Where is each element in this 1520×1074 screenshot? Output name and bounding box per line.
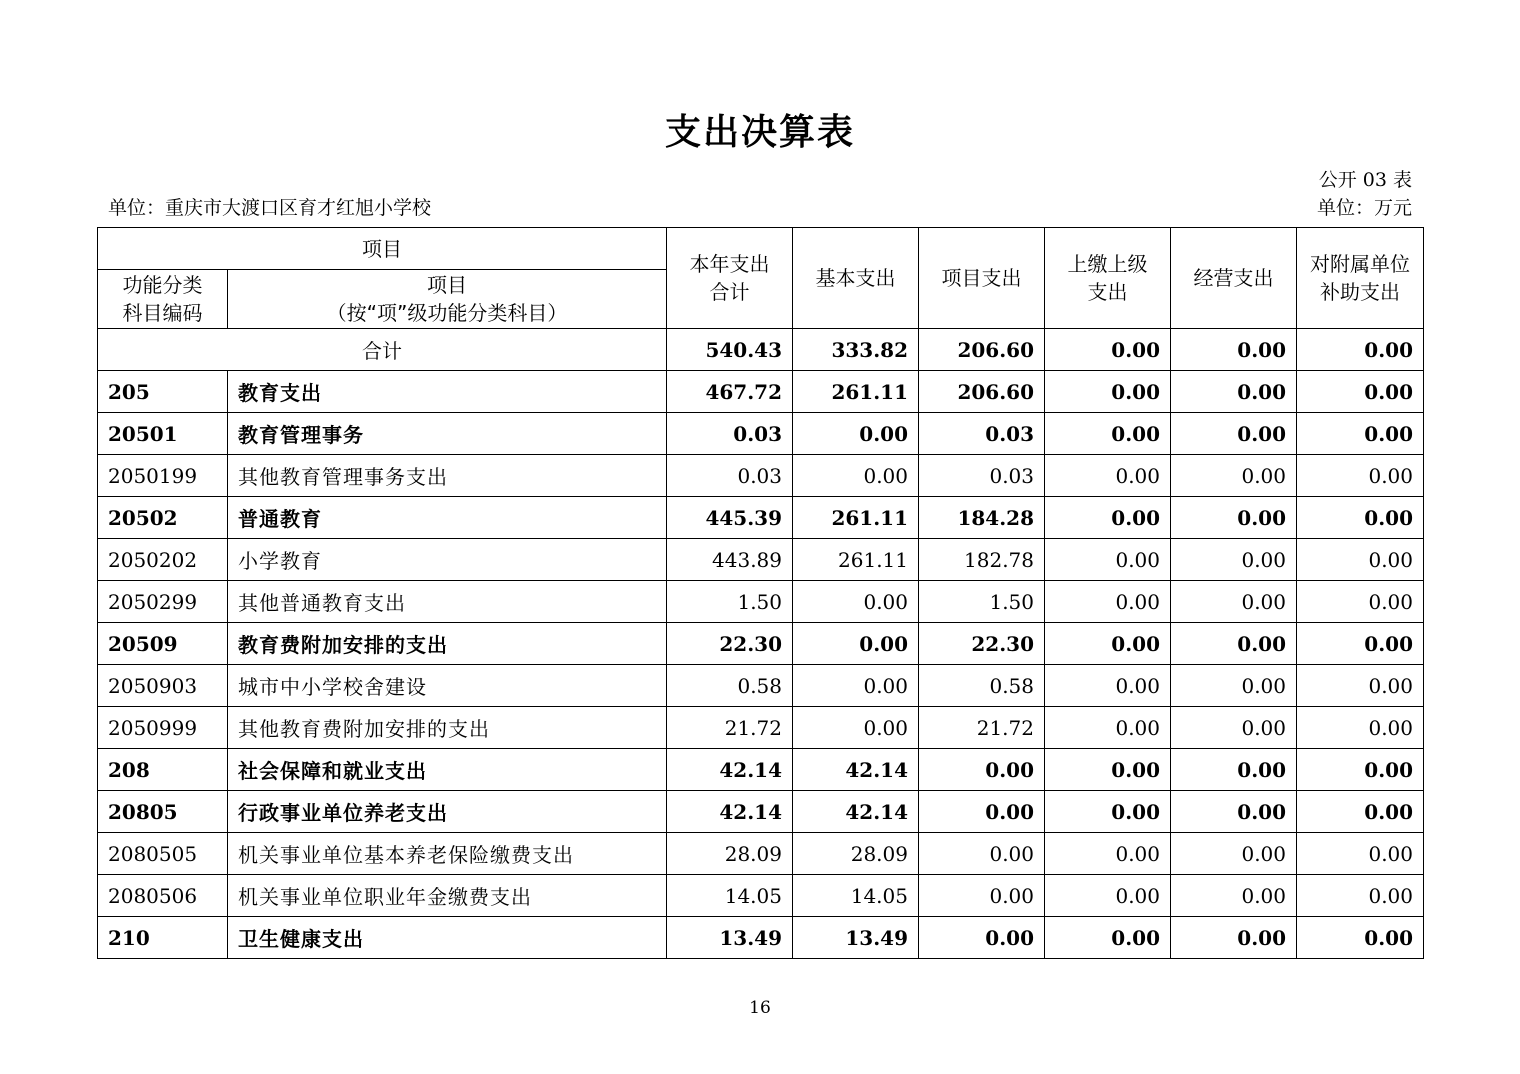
row-value: 0.00 <box>793 707 919 749</box>
header-sub <box>1297 228 1424 329</box>
row-name: 机关事业单位基本养老保险缴费支出 <box>228 833 667 875</box>
header-name <box>228 270 667 329</box>
row-code: 20502 <box>98 497 228 539</box>
table-row <box>98 497 1424 539</box>
row-value: 1.50 <box>919 581 1045 623</box>
row-value: 42.14 <box>793 791 919 833</box>
row-value: 0.00 <box>1045 791 1171 833</box>
table-row <box>98 665 1424 707</box>
row-value: 0.00 <box>1297 413 1424 455</box>
row-value: 0.00 <box>1171 833 1297 875</box>
row-name: 其他普通教育支出 <box>228 581 667 623</box>
total-value: 0.00 <box>1171 329 1297 371</box>
table-row <box>98 749 1424 791</box>
header-code <box>98 270 228 329</box>
total-row <box>98 329 1424 371</box>
row-code: 2050299 <box>98 581 228 623</box>
row-value: 0.00 <box>1045 581 1171 623</box>
row-name: 城市中小学校舍建设 <box>228 665 667 707</box>
header-name-line2: （按“项”级功能分类科目） <box>326 301 568 325</box>
row-value: 21.72 <box>919 707 1045 749</box>
row-value: 0.00 <box>1045 875 1171 917</box>
row-value: 0.00 <box>1045 665 1171 707</box>
row-value: 206.60 <box>919 371 1045 413</box>
row-value: 0.00 <box>1171 665 1297 707</box>
row-value: 42.14 <box>667 749 793 791</box>
row-value: 0.00 <box>1297 707 1424 749</box>
row-code: 2080506 <box>98 875 228 917</box>
table-row <box>98 455 1424 497</box>
row-value: 0.03 <box>667 455 793 497</box>
row-value: 261.11 <box>793 371 919 413</box>
row-name: 卫生健康支出 <box>228 917 667 959</box>
row-value: 0.00 <box>1297 623 1424 665</box>
row-value: 0.00 <box>919 833 1045 875</box>
row-value: 22.30 <box>919 623 1045 665</box>
row-name: 小学教育 <box>228 539 667 581</box>
row-value: 21.72 <box>667 707 793 749</box>
row-name: 其他教育费附加安排的支出 <box>228 707 667 749</box>
header-code-line2: 科目编码 <box>122 301 203 325</box>
row-value: 0.00 <box>793 413 919 455</box>
header-biz: 经营支出 <box>1171 228 1297 329</box>
row-value: 0.00 <box>1297 917 1424 959</box>
table-row <box>98 917 1424 959</box>
row-value: 28.09 <box>793 833 919 875</box>
row-value: 0.03 <box>667 413 793 455</box>
row-value: 0.00 <box>1297 497 1424 539</box>
row-value: 0.00 <box>1045 371 1171 413</box>
row-value: 0.00 <box>1297 539 1424 581</box>
row-value: 0.00 <box>1297 791 1424 833</box>
table-row <box>98 413 1424 455</box>
row-value: 0.00 <box>1171 455 1297 497</box>
row-value: 0.00 <box>1297 665 1424 707</box>
row-value: 0.58 <box>667 665 793 707</box>
currency-unit: 单位：万元 <box>1316 197 1412 219</box>
row-value: 0.00 <box>1171 371 1297 413</box>
row-value: 0.00 <box>1171 875 1297 917</box>
row-value: 0.00 <box>1297 581 1424 623</box>
row-value: 0.00 <box>1171 917 1297 959</box>
header-basic: 基本支出 <box>793 228 919 329</box>
header-total <box>667 228 793 329</box>
page-title: 支出决算表 <box>664 112 855 153</box>
row-value: 0.00 <box>1045 455 1171 497</box>
header-sub-line2: 补助支出 <box>1320 280 1400 304</box>
row-value: 28.09 <box>667 833 793 875</box>
row-name: 社会保障和就业支出 <box>228 749 667 791</box>
table-row <box>98 707 1424 749</box>
row-value: 182.78 <box>919 539 1045 581</box>
total-value: 540.43 <box>667 329 793 371</box>
row-value: 0.00 <box>793 665 919 707</box>
row-value: 0.00 <box>793 623 919 665</box>
row-value: 0.00 <box>1045 833 1171 875</box>
row-value: 0.00 <box>1297 371 1424 413</box>
row-name: 教育支出 <box>228 371 667 413</box>
row-value: 0.00 <box>1297 749 1424 791</box>
row-code: 2050202 <box>98 539 228 581</box>
table-row <box>98 875 1424 917</box>
header-upper-line1: 上缴上级 <box>1067 252 1148 276</box>
row-code: 20509 <box>98 623 228 665</box>
row-value: 0.00 <box>1045 497 1171 539</box>
row-value: 0.00 <box>1171 497 1297 539</box>
row-value: 0.03 <box>919 413 1045 455</box>
header-project: 项目 <box>98 228 667 270</box>
row-code: 2080505 <box>98 833 228 875</box>
row-value: 14.05 <box>667 875 793 917</box>
form-number: 公开 03 表 <box>1318 169 1412 191</box>
row-code: 2050903 <box>98 665 228 707</box>
table-row <box>98 539 1424 581</box>
row-code: 20501 <box>98 413 228 455</box>
total-value: 333.82 <box>793 329 919 371</box>
row-name: 其他教育管理事务支出 <box>228 455 667 497</box>
row-value: 0.00 <box>1171 581 1297 623</box>
row-value: 0.00 <box>1045 539 1171 581</box>
row-value: 0.00 <box>1045 749 1171 791</box>
total-value: 0.00 <box>1297 329 1424 371</box>
header-sub-line1: 对附属单位 <box>1310 252 1410 276</box>
row-value: 0.00 <box>919 749 1045 791</box>
row-value: 0.58 <box>919 665 1045 707</box>
row-value: 42.14 <box>667 791 793 833</box>
row-value: 443.89 <box>667 539 793 581</box>
row-value: 0.00 <box>1171 413 1297 455</box>
row-value: 0.00 <box>1045 707 1171 749</box>
row-value: 0.00 <box>1045 413 1171 455</box>
row-value: 0.00 <box>1297 455 1424 497</box>
row-value: 13.49 <box>667 917 793 959</box>
row-value: 1.50 <box>667 581 793 623</box>
total-label: 合计 <box>98 329 667 371</box>
table-row <box>98 581 1424 623</box>
row-value: 0.00 <box>1297 875 1424 917</box>
row-value: 42.14 <box>793 749 919 791</box>
row-value: 0.00 <box>1045 623 1171 665</box>
row-value: 0.03 <box>919 455 1045 497</box>
header-code-line1: 功能分类 <box>122 273 203 297</box>
row-value: 0.00 <box>1171 749 1297 791</box>
row-value: 0.00 <box>1171 707 1297 749</box>
row-value: 0.00 <box>793 581 919 623</box>
row-name: 教育管理事务 <box>228 413 667 455</box>
row-value: 184.28 <box>919 497 1045 539</box>
header-name-line1: 项目 <box>427 273 467 297</box>
row-name: 机关事业单位职业年金缴费支出 <box>228 875 667 917</box>
row-code: 2050999 <box>98 707 228 749</box>
row-value: 14.05 <box>793 875 919 917</box>
row-value: 22.30 <box>667 623 793 665</box>
total-value: 206.60 <box>919 329 1045 371</box>
row-name: 普通教育 <box>228 497 667 539</box>
header-total-line1: 本年支出 <box>689 252 770 276</box>
row-value: 0.00 <box>1297 833 1424 875</box>
row-value: 0.00 <box>793 455 919 497</box>
header-upper <box>1045 228 1171 329</box>
row-code: 2050199 <box>98 455 228 497</box>
row-value: 0.00 <box>919 875 1045 917</box>
row-code: 208 <box>98 749 228 791</box>
unit-name: 单位：重庆市大渡口区育才红旭小学校 <box>108 197 432 219</box>
row-name: 行政事业单位养老支出 <box>228 791 667 833</box>
row-value: 261.11 <box>793 539 919 581</box>
row-value: 467.72 <box>667 371 793 413</box>
table-row <box>98 791 1424 833</box>
row-value: 0.00 <box>1171 623 1297 665</box>
header-row-1 <box>98 228 1424 270</box>
header-proj: 项目支出 <box>919 228 1045 329</box>
page-number: 16 <box>749 998 771 1018</box>
row-value: 0.00 <box>919 791 1045 833</box>
row-code: 205 <box>98 371 228 413</box>
row-value: 0.00 <box>1171 539 1297 581</box>
total-value: 0.00 <box>1045 329 1171 371</box>
row-code: 20805 <box>98 791 228 833</box>
row-code: 210 <box>98 917 228 959</box>
row-value: 261.11 <box>793 497 919 539</box>
table-row <box>98 833 1424 875</box>
row-value: 0.00 <box>919 917 1045 959</box>
header-upper-line2: 支出 <box>1087 280 1128 304</box>
row-value: 0.00 <box>1171 791 1297 833</box>
table-row <box>98 371 1424 413</box>
row-value: 445.39 <box>667 497 793 539</box>
row-value: 0.00 <box>1045 917 1171 959</box>
row-value: 13.49 <box>793 917 919 959</box>
row-name: 教育费附加安排的支出 <box>228 623 667 665</box>
expenditure-table <box>97 227 1424 959</box>
table-row <box>98 623 1424 665</box>
header-total-line2: 合计 <box>709 280 750 304</box>
